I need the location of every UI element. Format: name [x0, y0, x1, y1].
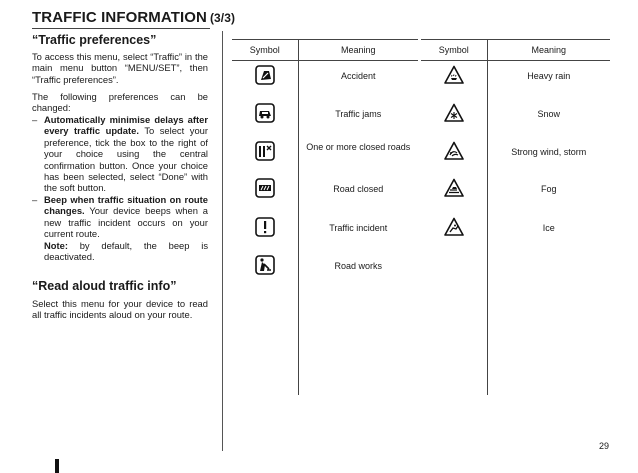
column-divider — [222, 31, 223, 451]
meaning-cell: Snow — [537, 108, 560, 119]
table-row — [232, 137, 418, 174]
table-row — [232, 213, 418, 251]
col-header-symbol: Symbol — [232, 40, 298, 61]
meaning-cell: Strong wind, storm — [511, 146, 587, 157]
prefs-intro-paragraph: The following preferences can be changed: — [32, 91, 208, 114]
list-item: – Automatically minimise delays after every traffic update. To select your preference, tick the box to the right of your choice using the central confirmation button. Once your choice has been selected, select “Done” with the soft button. — [32, 114, 208, 194]
road-works-icon — [255, 255, 275, 275]
accident-icon — [255, 65, 275, 85]
section-heading-traffic-preferences: “Traffic preferences” — [32, 33, 157, 47]
table-row — [232, 174, 418, 213]
closed-roads-icon — [255, 141, 275, 161]
heavy-rain-icon — [444, 65, 464, 85]
meaning-cell: Ice — [542, 222, 555, 233]
meaning-cell: Road closed — [333, 183, 384, 194]
meaning-cell: One or more closed roads — [306, 141, 411, 152]
table-row — [232, 61, 418, 99]
meaning-cell: Fog — [540, 183, 557, 194]
fog-icon — [444, 178, 464, 198]
traffic-jam-icon — [255, 103, 275, 123]
preferences-list — [32, 114, 208, 239]
note-paragraph: Note: by default, the beep is deactivated. — [44, 240, 209, 263]
col-header-symbol: Symbol — [421, 40, 487, 61]
table-row — [421, 137, 610, 174]
table-row — [232, 251, 418, 289]
table-row — [421, 174, 610, 213]
meaning-cell: Traffic incident — [329, 222, 388, 233]
page-title: TRAFFIC INFORMATION (3/3) — [32, 9, 236, 26]
table-row — [421, 213, 610, 251]
table-row — [421, 99, 610, 137]
ice-icon — [444, 217, 464, 237]
meaning-cell: Heavy rain — [527, 71, 571, 81]
page-edge-marker — [55, 459, 59, 473]
read-aloud-paragraph: Select this menu for your device to read all traffic incidents aloud on your route. — [32, 298, 208, 321]
meaning-cell: Accident — [340, 71, 376, 81]
table-row — [232, 99, 418, 137]
list-item: – Beep when traffic situation on route changes. Your device beeps when a new traffic incident occurs on your current route. — [32, 193, 208, 240]
col-header-meaning: Meaning — [298, 40, 418, 61]
table-filler — [232, 289, 418, 395]
weather-symbols-table — [421, 39, 610, 395]
traffic-symbols-table — [232, 39, 418, 395]
page-ref: (3/3) — [209, 11, 236, 25]
meaning-cell: Traffic jams — [335, 108, 382, 119]
section-heading-read-aloud: “Read aloud traffic info” — [32, 279, 177, 293]
page-number: 29 — [599, 441, 610, 451]
intro-paragraph: To access this menu, select “Traffic” in the main menu button “MENU/SET”, then “Traffic preferences”. — [32, 51, 208, 85]
snow-icon — [444, 103, 464, 123]
col-header-meaning: Meaning — [487, 40, 610, 61]
table-filler — [421, 251, 610, 395]
table-row — [421, 61, 610, 99]
title-underline — [32, 28, 210, 29]
strong-wind-icon — [444, 141, 464, 161]
traffic-incident-icon — [255, 217, 275, 237]
meaning-cell: Road works — [334, 260, 383, 271]
road-closed-icon — [255, 178, 275, 198]
